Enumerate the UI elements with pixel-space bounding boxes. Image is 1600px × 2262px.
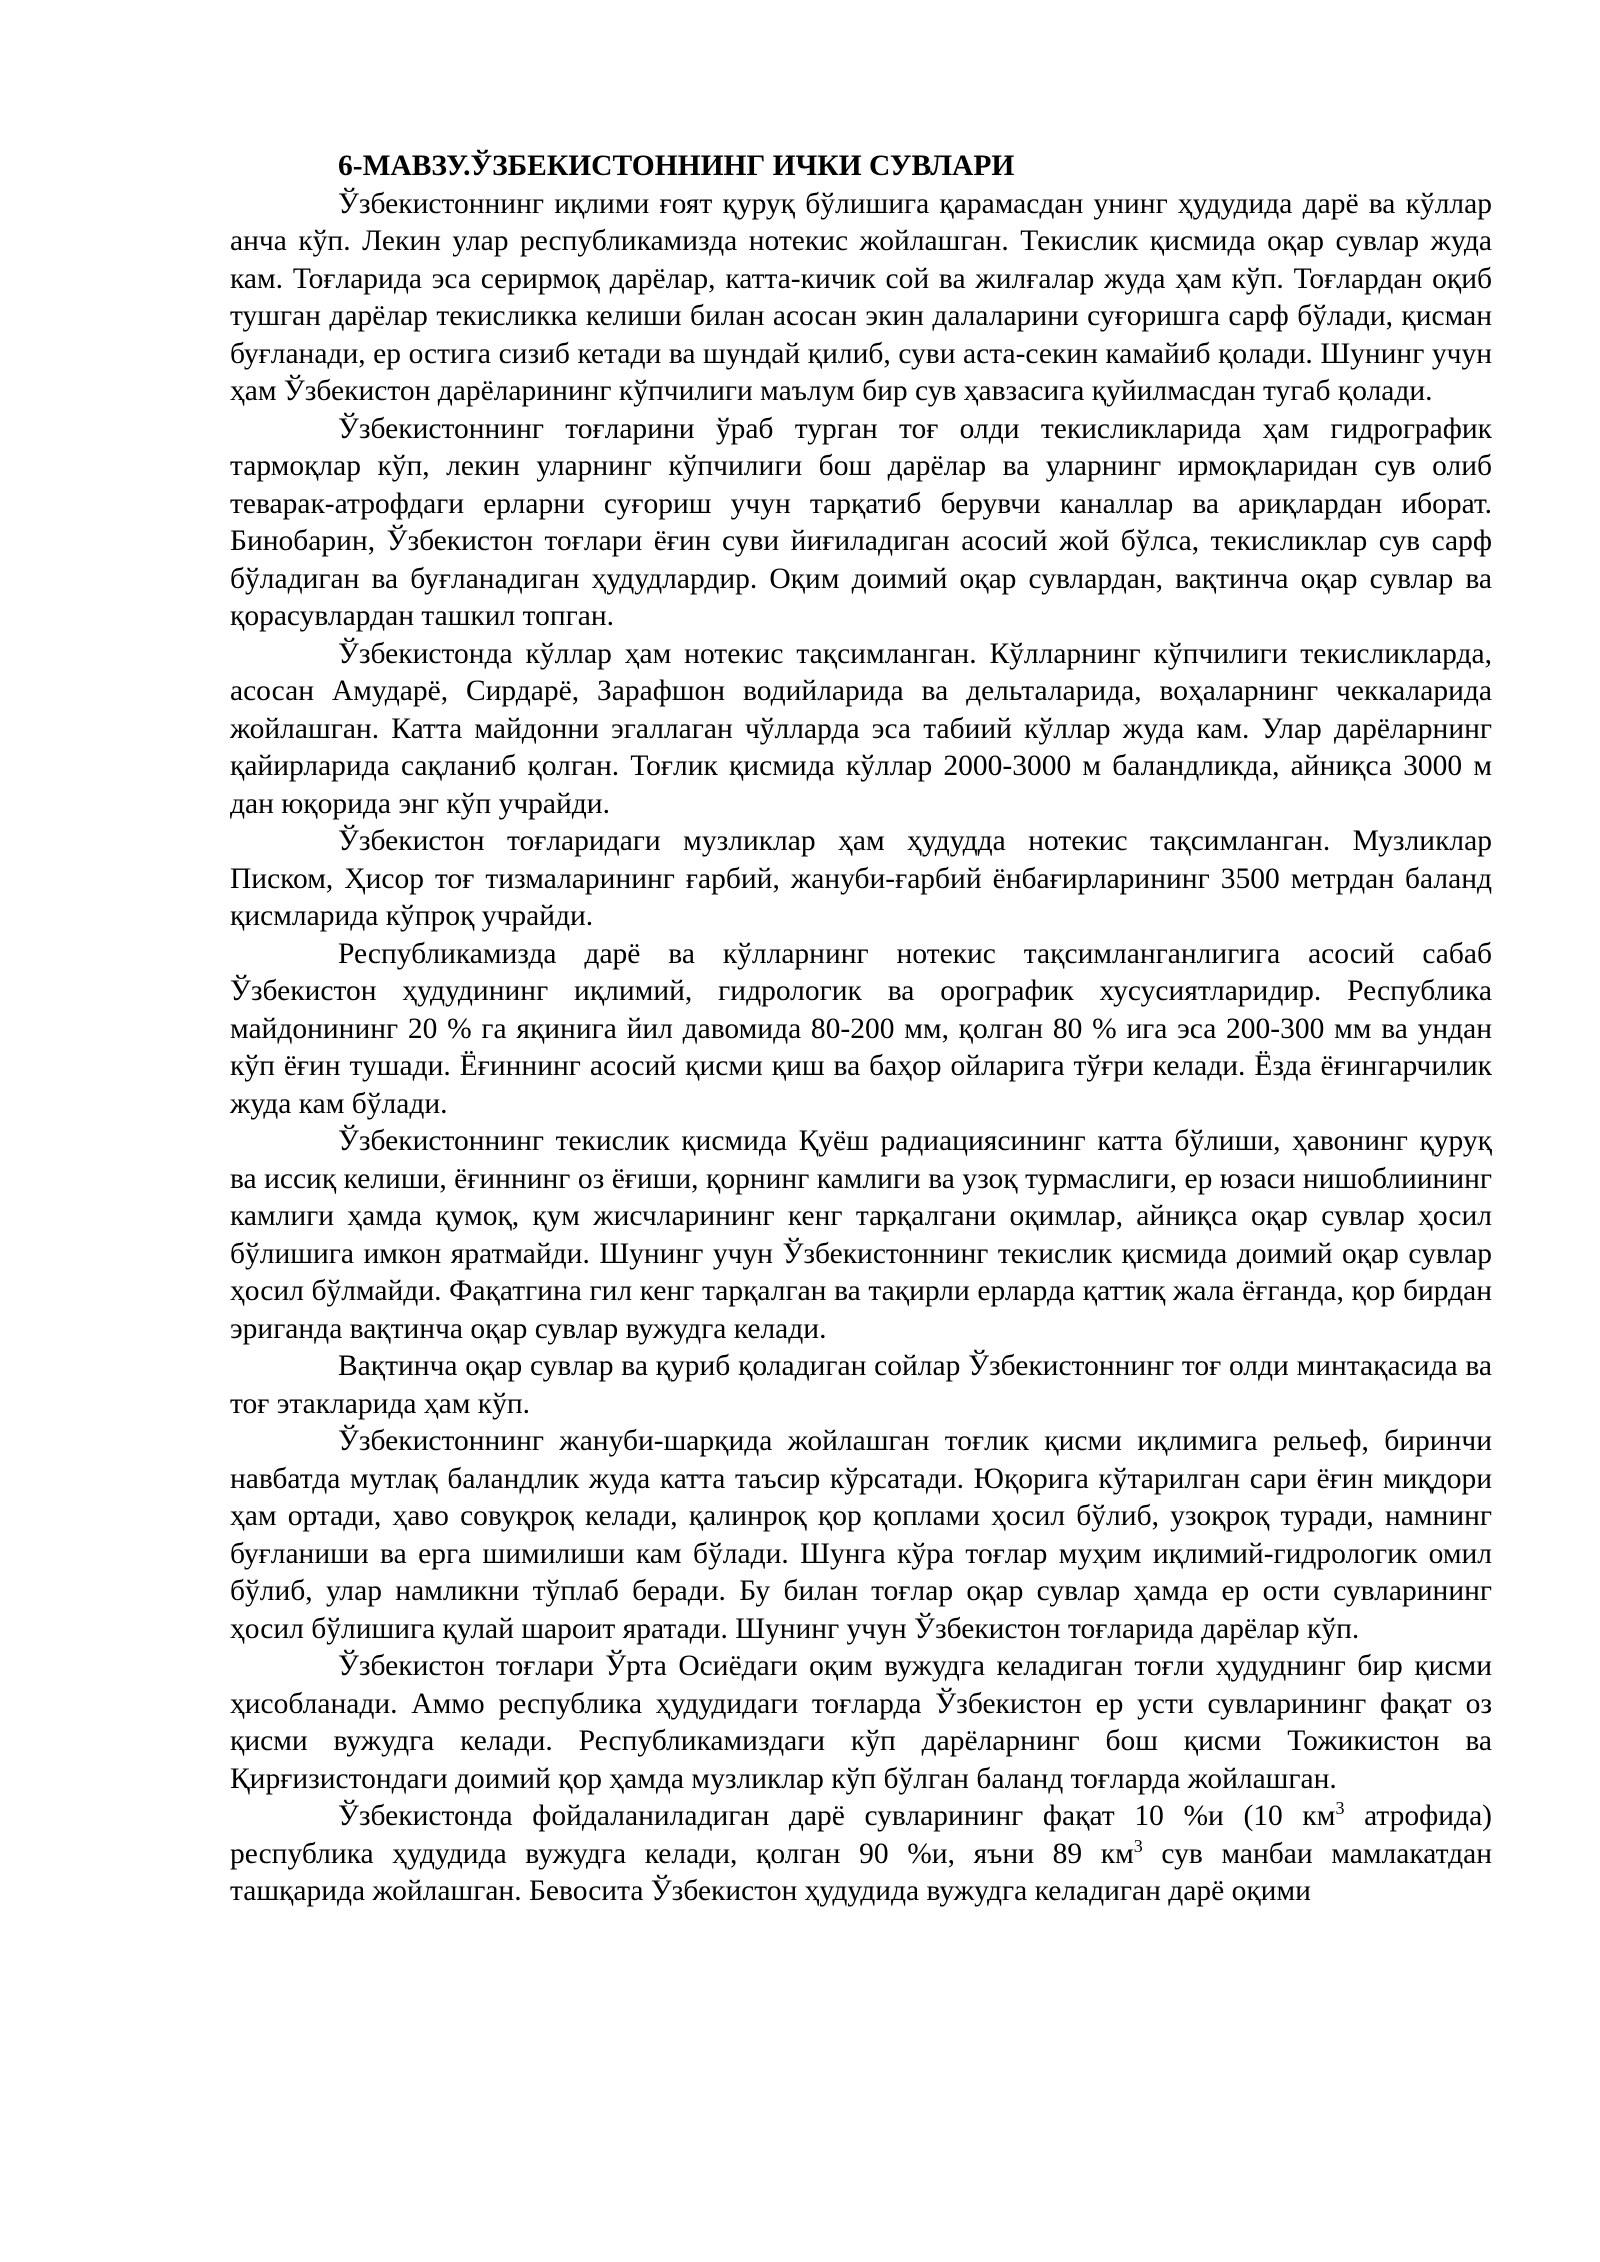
paragraph-text: сув манбаи мамлакатдан ташқарида жойлашган. Бевосита Ўзбекистон ҳудудида вужудга келадиган дарё оқими bbox=[230, 1837, 1492, 1907]
paragraph: Ўзбекистоннинг жануби-шарқида жойлашган тоғлик қисми иқлимига рельеф, биринчи навбатда мутлақ баландлик жуда катта таъсир кўрсатади. Юқорига кўтарилган сари ёғин миқдори ҳам ортади, ҳаво совуқроқ келади, қалинроқ қор қоплами ҳосил бўлиб, узоқроқ туради, намнинг буғланиши ва ерга шимилиши кам бўлади. Шунга кўра тоғлар муҳим иқлимий-гидрологик омил бўлиб, улар намликни тўплаб беради. Бу билан тоғлар оқар сувлар ҳамда ер ости сувларининг ҳосил бўлишига қулай шароит яратади. Шунинг учун Ўзбекистон тоғларида дарёлар кўп. bbox=[230, 1425, 1492, 1645]
paragraph: Ўзбекистоннинг иқлими ғоят қуруқ бўлишига қарамасдан унинг ҳудудида дарё ва кўллар анча кўп. Лекин улар республикамизда нотекис жойлашган. Текислик қисмида оқар сувлар жуда кам. Тоғларида эса серирмоқ дарёлар, катта-кичик сой ва жилғалар жуда ҳам кўп. Тоғлардан оқиб тушган дарёлар текисликка келиши билан асосан экин далаларини суғоришга сарф бўлади, қисман буғланади, ер остига сизиб кетади ва шундай қилиб, суви аста-секин камайиб қолади. Шунинг учун ҳам Ўзбекистон дарёларининг кўпчилиги маълум бир сув ҳавзасига қуйилмасдан тугаб қолади. bbox=[230, 187, 1492, 407]
paragraph: Ўзбекистонда кўллар ҳам нотекис тақсимланган. Кўлларнинг кўпчилиги текисликларда, асосан Амударё, Сирдарё, Зарафшон водийларида ва дельталарида, воҳаларнинг чеккаларида жойлашган. Катта майдонни эгаллаган чўлларда эса табиий кўллар жуда кам. Улар дарёларнинг қайирларида сақланиб қолган. Тоғлик қисмида кўллар 2000-3000 м баландликда, айниқса 3000 м дан юқорида энг кўп учрайди. bbox=[230, 637, 1492, 820]
superscript: 3 bbox=[1335, 1798, 1345, 1818]
paragraph: Республикамизда дарё ва кўлларнинг нотекис тақсимланганлигига асосий сабаб Ўзбекистон ҳудудининг иқлимий, гидрологик ва орографик хусусиятларидир. Республика майдонининг 20 % га яқинига йил давомида 80-200 мм, қолган 80 % ига эса 200-300 мм ва ундан кўп ёғин тушади. Ёғиннинг асосий қисми қиш ва баҳор ойларига тўғри келади. Ёзда ёғингарчилик жуда кам бўлади. bbox=[230, 937, 1492, 1120]
paragraph: Ўзбекистоннинг тоғларини ўраб турган тоғ олди текисликларида ҳам гидрографик тармоқлар кўп, лекин уларнинг кўпчилиги бош дарёлар ва уларнинг ирмоқларидан сув олиб теварак-атрофдаги ерларни суғориш учун тарқатиб берувчи каналлар ва ариқлардан иборат. Бинобарин, Ўзбекистон тоғлари ёғин суви йиғиладиган асосий жой бўлса, текисликлар сув сарф бўладиган ва буғланадиган ҳудудлардир. Оқим доимий оқар сувлардан, вақтинча оқар сувлар ва қорасувлардан ташкил топган. bbox=[230, 412, 1492, 632]
superscript: 3 bbox=[1133, 1835, 1143, 1856]
paragraph: Ўзбекистон тоғлари Ўрта Осиёдаги оқим вужудга келадиган тоғли ҳудуднинг бир қисми ҳисобланади. Аммо республика ҳудудидаги тоғларда Ўзбекистон ер усти сувларининг фақат оз қисми вужудга келади. Республикамиздаги кўп дарёларнинг бош қисми Тожикистон ва Қирғизистондаги доимий қор ҳамда музликлар кўп бўлган баланд тоғларда жойлашган. bbox=[230, 1650, 1492, 1795]
paragraph-last bbox=[230, 1798, 1492, 1911]
document-body bbox=[230, 148, 1492, 1911]
paragraph: Ўзбекистоннинг текислик қисмида Қуёш радиациясининг катта бўлиши, ҳавонинг қуруқ ва иссиқ келиши, ёғиннинг оз ёғиши, қорнинг камлиги ва узоқ турмаслиги, ер юзаси нишоблиининг камлиги ҳамда қумоқ, қум жисчларининг кенг тарқалгани оқимлар, айниқса оқар сувлар ҳосил бўлишига имкон яратмайди. Шунинг учун Ўзбекистоннинг текислик қисмида доимий оқар сувлар ҳосил бўлмайди. Фақатгина гил кенг тарқалган ва тақирли ерларда қаттиқ жала ёғганда, қор бирдан эриганда вақтинча оқар сувлар вужудга келади. bbox=[230, 1125, 1492, 1345]
paragraph-text: атрофида) республика ҳудудида вужудга келади, қолган 90 %и, яъни 89 км bbox=[230, 1800, 1492, 1870]
paragraph: Вақтинча оқар сувлар ва қуриб қоладиган сойлар Ўзбекистоннинг тоғ олди минтақасида ва тоғ этакларида ҳам кўп. bbox=[230, 1350, 1492, 1420]
paragraph-text: Ўзбекистонда фойдаланиладиган дарё сувларининг фақат 10 %и (10 км bbox=[338, 1800, 1336, 1832]
document-title: 6-МАВЗУ.ЎЗБЕКИСТОННИНГ ИЧКИ СУВЛАРИ bbox=[338, 150, 1015, 182]
paragraph: Ўзбекистон тоғларидаги музликлар ҳам ҳудудда нотекис тақсимланган. Музликлар Писком, Ҳисор тоғ тизмаларининг ғарбий, жануби-ғарбий ёнбағирларининг 3500 метрдан баланд қисмларида кўпроқ учрайди. bbox=[230, 825, 1492, 932]
